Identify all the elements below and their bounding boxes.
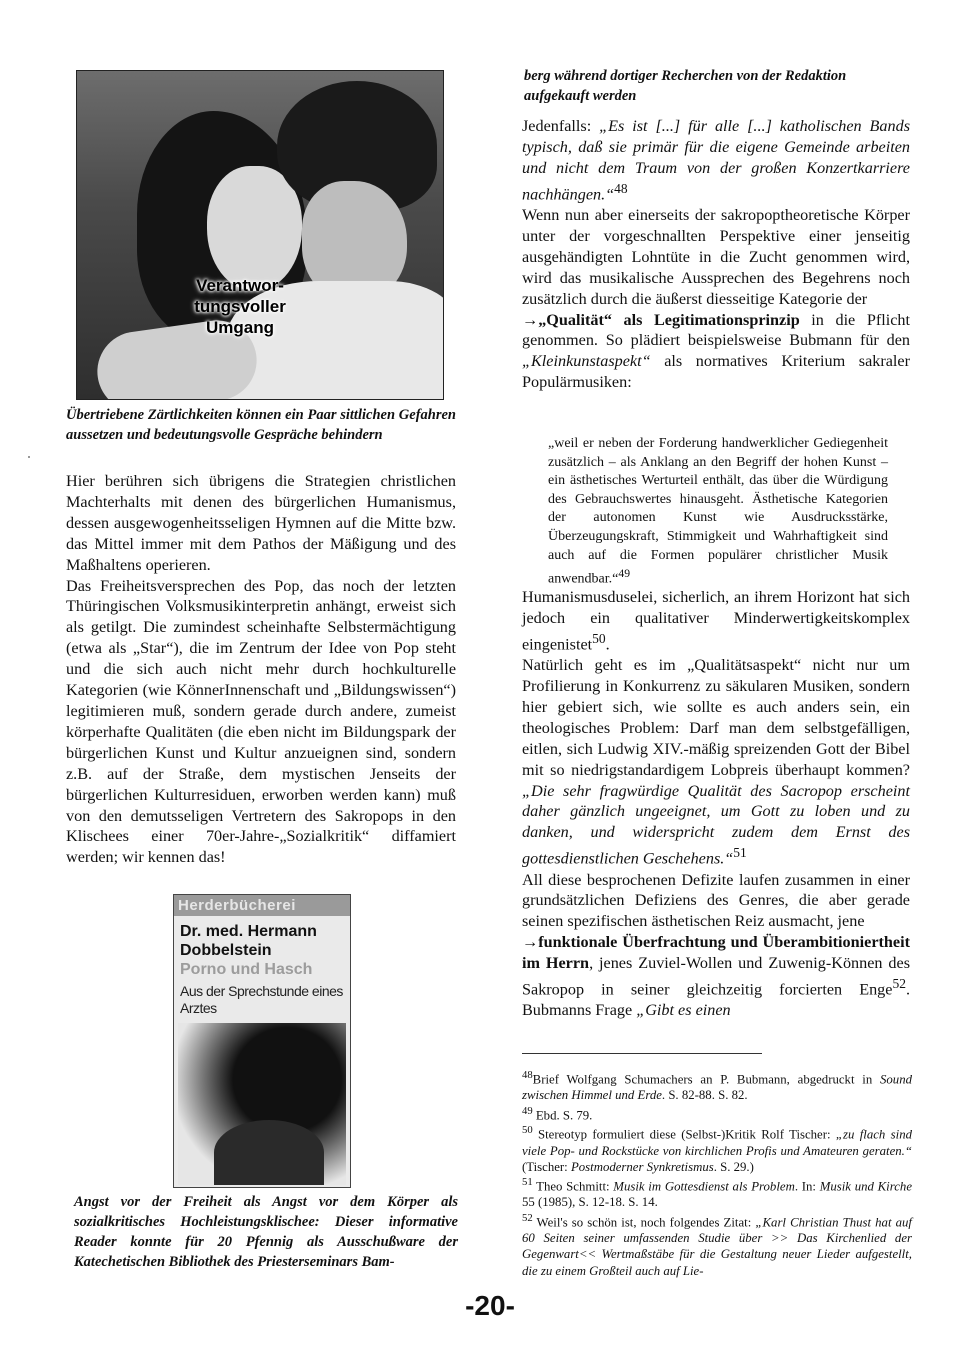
photo-caption: Übertriebene Zärtlichkeiten können ein Paar sittlichen Gefahren aussetzen und bedeutungsvolle Gespräche behindern	[66, 407, 456, 443]
book-series: Herderbücherei	[174, 895, 350, 916]
left-body-text	[66, 471, 456, 868]
page-number: -20-	[465, 1290, 515, 1321]
footnote-ref: 52	[892, 976, 906, 992]
text-run: . S. 29.)	[713, 1159, 754, 1174]
footnote-ref: 51	[733, 845, 747, 861]
quote-run: „Es ist [...] für alle [...] katholischen Bands typisch, daß sie primär für die eigene Gemeinde arbeiten und nicht dem Traum von der großen Konzertkarriere nachhängen.“	[522, 117, 910, 204]
quote-text: „weil er neben der Forderung handwerklicher Gediegenheit zusätzlich – als Anklang an den Begriff der hohen Kunst – ein ästhetisches Werturteil enthält, das über die Würdigung des Gebrauchswertes hinausgeht. Ästhetische Kategorien der autonomen Kunst wie Ausdrucksstärke, Überzeugungskraft, Stimmigkeit und Wahrhaftigkeit sind auch auf die Formen populärer christlicher Musik anwendbar.“	[548, 436, 888, 587]
title-run: Postmoderner Synkretismus	[570, 1159, 714, 1174]
text-run: Weil's so schön ist, noch folgendes Zitat:	[532, 1214, 756, 1229]
couple-photo	[76, 70, 444, 400]
paragraph: All diese besprochenen Defizite laufen zusammen in einer grundsätzlichen Defiziens des Genres, die aber gerade seinen spezifischen ästhetischen Reiz ausmacht, jene	[522, 870, 910, 931]
caption-continuation: berg während dortiger Recherchen von der Redaktion aufgekauft werden	[524, 68, 847, 104]
footnote	[522, 1123, 912, 1175]
paragraph: Wenn nun aber einerseits der sakropoptheoretische Körper unter der vorgeschnallten Perspektive einer jenseitig ausgehändigten Lohntüte in die Zucht genommen wird, wird das musikalische Aussprechen des Begehrens noch zusätzlich durch die äußerst diesseitige Kategorie der	[522, 206, 910, 308]
text-run: . In:	[794, 1179, 820, 1194]
footnote	[522, 1068, 912, 1104]
footnotes	[522, 1068, 912, 1279]
paragraph	[522, 932, 910, 1021]
block-quote	[548, 435, 888, 589]
footnote-number: 48	[522, 1070, 533, 1081]
footnote	[522, 1104, 912, 1123]
right-body-text-2	[522, 587, 910, 1021]
paragraph: Das Freiheitsversprechen des Pop, das noch der letzten Thüringischen Volksmusikinterpretin anhängt, erweist sich als getilgt. Die zumindest scheinhafte Selbstermächtigung (etwa als „Star“), die im Zentrum der Idee von Pop steht und die sich auch nicht mehr durch hochkulturelle Kategorien (wie KönnerInnenschaft und „Bildungswissen“) legitimieren muß, sondern gerade durch andere, zumeist körperhafte Qualitäten (die eben nicht im Bildungspark der bürgerlichen Kunst und Kultur anzueignen sind, sondern z.B. auf der Straße, dem mystischen Jenseits der bürgerlichen Kulturresiduen, erworben werden kann) muß von den demutsseligen Vertretern des Sakropops in den Klischees einer 70er-Jahre-„Sozialkritik“ diffamiert werden; wir kennen das!	[66, 576, 456, 867]
text-run: Ebd. S. 79.	[532, 1107, 593, 1122]
footnote-number: 49	[522, 1105, 533, 1117]
text-run: . S. 82-88. S. 82.	[661, 1088, 748, 1103]
quote-run: „Die sehr fragwürdige Qualität des Sacropop erscheint daher gänzlich ungeeignet, um Gott zu loben und zu danken, und widerspricht zudem dem Ernst des gottesdienstlichen Geschehens.“	[522, 781, 910, 868]
text-run: Theo Schmitt:	[532, 1179, 614, 1194]
quote-run: „Gibt es einen	[636, 1001, 731, 1020]
title-run: Musik im Gottesdienst als Problem	[613, 1179, 795, 1194]
paragraph	[522, 310, 910, 394]
footnote	[522, 1211, 912, 1279]
title-run: Musik und Kirche	[819, 1179, 912, 1194]
right-body-text-1	[522, 116, 910, 393]
title-run: Sound zwischen Himmel und Erde	[522, 1072, 912, 1103]
text-run: als normatives Kriterium sakraler Populärmusiken:	[522, 352, 910, 392]
text-run: , jenes Zuviel-Wollen und Zuwenig-Können des Sakropop in seiner gleichzeitig forcierten Enge	[522, 954, 911, 999]
quote-run: „zu flach sind viele Pop- und Rockstücke von kirchlichen Profis und Amateuren geraten.“	[522, 1127, 912, 1158]
footnote-divider	[522, 1053, 762, 1054]
footnote-ref: 49	[618, 567, 631, 581]
quote-run: „Kleinkunstaspekt“	[522, 352, 651, 371]
footnote-number: 50	[522, 1125, 533, 1137]
scan-speck	[28, 456, 30, 458]
book-author: Dr. med. Hermann Dobbelstein	[180, 923, 317, 959]
footnote-ref: 50	[592, 630, 606, 646]
bold-heading: →„Qualität“ als Legitimationsprinzip	[522, 310, 800, 329]
bold-heading: →funktionale Überfrachtung und Überambitioniertheit im Herrn	[522, 933, 910, 973]
footnote	[522, 1175, 912, 1211]
paragraph: Hier berühren sich übrigens die Strategien christlichen Machterhalts mit denen des bürgerlichen Humanismus, dessen ausgewogenheitsseligen Hymnen auf die Mitte bzw. das Mittel immer mit dem Pathos der Mäßigung und des Maßhaltens operieren.	[66, 472, 456, 574]
photo-overlay-text: Verantwor-tungsvoller Umgang	[194, 276, 286, 337]
text-run: (Tischer:	[522, 1159, 571, 1174]
text-run: . Bubmanns Frage	[522, 980, 910, 1020]
footnote-ref: 48	[614, 180, 628, 196]
book-caption: Angst vor der Freiheit als Angst vor dem Körper als sozialkritisches Hochleistungsklischee: Dieser informative Reader konnte für 20 Pfennig als Ausschußware der Katechetischen Bibliothek des Priesterseminars Bam-	[74, 1194, 458, 1270]
paragraph	[522, 655, 910, 869]
photo-shape	[207, 166, 302, 291]
book-subtitle: Aus der Sprechstunde eines Arztes	[180, 983, 343, 1016]
quote-run: „Karl Christian Thust hat auf 60 Seiten seiner umfassenden Studie über >> Das Kirchenlied der Gegenwart<< Wertmaßstäbe für die Gestaltung neuer Lieder aufgestellt, die zu einem Großteil auch auf Lie-	[522, 1214, 912, 1278]
book-cover-image	[214, 1120, 324, 1185]
book-cover	[173, 894, 351, 1188]
text-run: Jedenfalls:	[522, 117, 600, 135]
text-run: Natürlich geht es im „Qualitätsaspekt“ nicht nur um Profilierung in Konkurrenz zu säkularen Musiken, sondern hier gebiert sich, wie sollte es auch anders sein, ein theologisches Problem: Darf man dem selbstgefälligen, eitlen, sich Ludwig XIV.-mäßig spreizenden Gott der Bibel mit so niedrigstandardigem Lobpreis überhaupt kommen?	[522, 656, 910, 779]
footnote-number: 52	[522, 1212, 533, 1224]
text-run: Humanismusduselei, sicherlich, an ihrem Horizont hat sich jedoch ein qualitativer Minderwertigkeitskomplex eingenistet	[522, 588, 910, 654]
text-run: Stereotyp formuliert diese (Selbst-)Kritik Rolf Tischer:	[532, 1127, 836, 1142]
book-title: Porno und Hasch	[180, 961, 313, 978]
text-run: 55 (1985), S. 12-18. S. 14.	[522, 1195, 658, 1210]
footnote-number: 51	[522, 1177, 533, 1189]
paragraph: Humanismusduselei, sicherlich, an ihrem Horizont hat sich jedoch ein qualitativer Minderwertigkeitskomplex eingenistet$^{50}$.	[522, 588, 910, 654]
text-run: in die Pflicht genommen. So plädiert beispielsweise Bubmann für den	[522, 310, 910, 350]
text-run: Brief Wolfgang Schumachers an P. Bubmann, abgedruckt in	[532, 1072, 880, 1087]
paragraph	[522, 116, 910, 205]
